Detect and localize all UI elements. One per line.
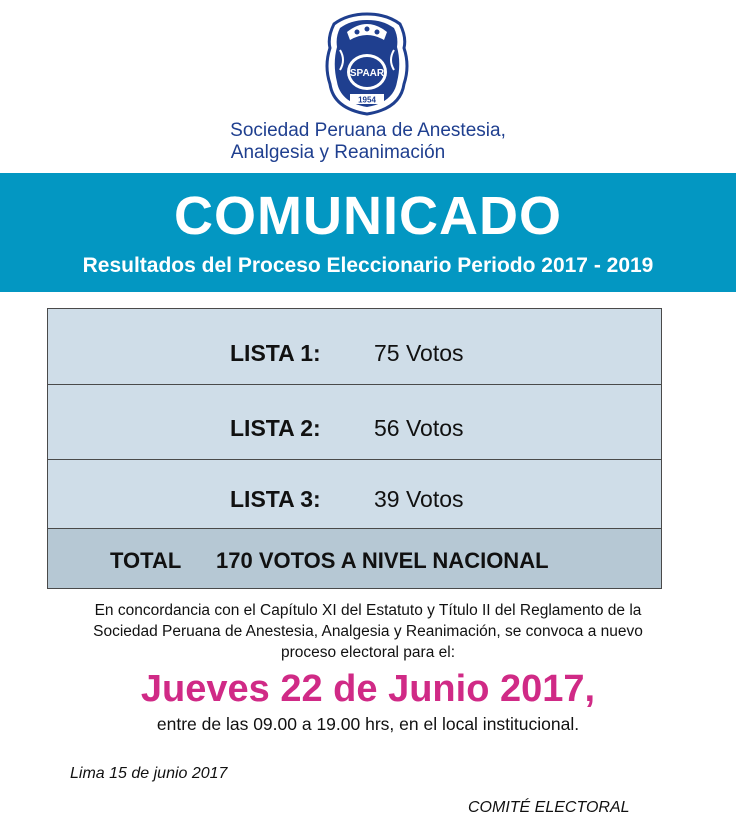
list-votes: 39 Votos — [374, 486, 464, 512]
organization-name — [0, 120, 736, 164]
organization-line1: Sociedad Peruana de Anestesia, — [230, 120, 506, 141]
notice-paragraph — [0, 600, 736, 663]
election-hours: entre de las 09.00 a 19.00 hrs, en el local institucional. — [156, 714, 580, 734]
logo-year: 1954 — [358, 95, 376, 105]
total-label: TOTAL — [110, 548, 182, 573]
banner-title: COMUNICADO — [174, 186, 562, 246]
announcement-banner — [0, 173, 736, 292]
place-date: Lima 15 de junio 2017 — [70, 765, 228, 782]
results-table — [47, 308, 662, 589]
notice-line1: En concordancia con el Capítulo XI del Estatuto y Título II del Reglamento de la — [94, 602, 642, 619]
notice-line3: proceso electoral para el: — [280, 644, 456, 661]
list-votes: 75 Votos — [374, 340, 464, 366]
election-date: Jueves 22 de Junio 2017, — [140, 668, 596, 710]
total-value: 170 VOTOS A NIVEL NACIONAL — [216, 548, 549, 573]
results-row — [48, 385, 661, 460]
list-label: LISTA 2: — [230, 415, 321, 441]
list-votes: 56 Votos — [374, 415, 464, 441]
results-row — [48, 460, 661, 529]
list-label: LISTA 3: — [230, 486, 321, 512]
results-total-row — [48, 529, 661, 588]
spaar-logo — [322, 10, 412, 118]
banner-subtitle: Resultados del Proceso Eleccionario Periodo 2017 - 2019 — [82, 254, 654, 277]
organization-line2: Analgesia y Reanimación — [230, 142, 446, 163]
results-row — [48, 309, 661, 385]
notice-line2: Sociedad Peruana de Anestesia, Analgesia y Reanimación, se convoca a nuevo — [93, 623, 643, 640]
signature-committee: COMITÉ ELECTORAL — [468, 799, 630, 816]
logo-text: SPAAR — [349, 68, 385, 79]
list-label: LISTA 1: — [230, 340, 321, 366]
